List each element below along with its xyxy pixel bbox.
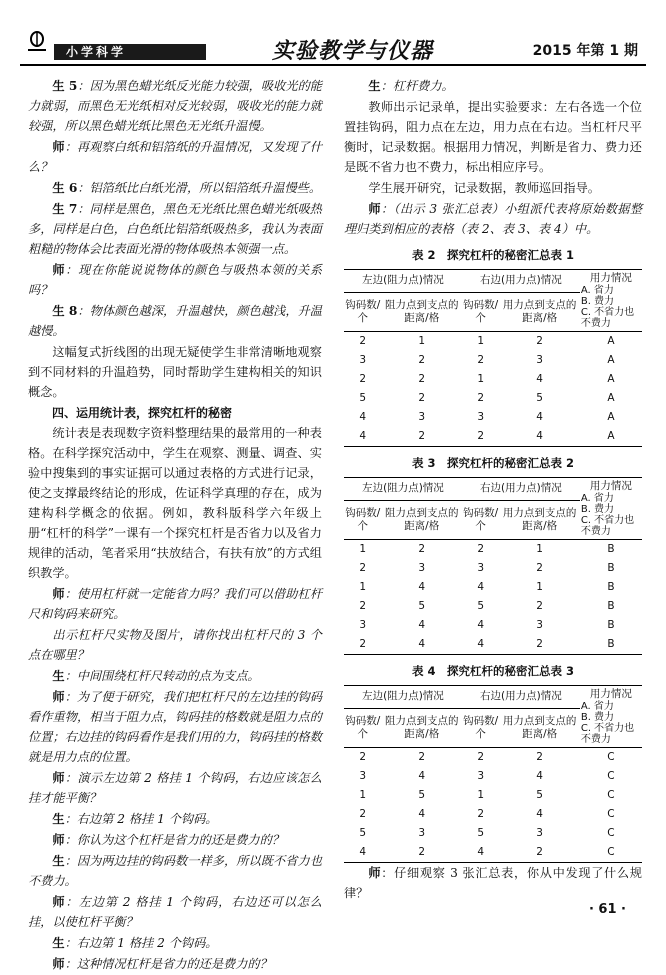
table-cell: C — [580, 843, 642, 863]
table-cell: 1 — [477, 335, 485, 347]
speaker-label: 生 — [52, 936, 65, 950]
table-row — [344, 332, 642, 352]
table-cell: 3 — [536, 827, 543, 839]
table-cell: 4 — [418, 770, 426, 782]
speaker-label: 生 8 — [52, 304, 78, 318]
table-cell: 4 — [536, 373, 543, 385]
table-cell: 4 — [477, 581, 485, 593]
speaker-label: 生 — [52, 669, 65, 683]
dialogue-line — [28, 178, 322, 198]
table-cell: 3 — [359, 354, 367, 366]
dialogue-line — [28, 260, 322, 300]
table-cell: 2 — [499, 843, 579, 863]
table-row — [344, 616, 642, 635]
force-header-cell — [580, 270, 642, 332]
table-cell: 4 — [359, 411, 367, 423]
paragraph-text: ：你认为这个杠杆是省力的还是费力的？ — [64, 833, 284, 847]
paragraph-text: 学生展开研究，记录数据，教师巡回指导。 — [368, 181, 600, 195]
left-count-header: 钩码数/个 — [344, 708, 382, 747]
table-cell: 5 — [359, 827, 367, 839]
table-cell: A — [607, 373, 615, 385]
speaker-label: 生 — [368, 79, 381, 93]
section-heading: 四、运用统计表，探究杠杆的秘密 — [52, 406, 233, 420]
lever-table — [344, 477, 642, 655]
table-caption: 表 3 探究杠杆的秘密汇总表 2 — [411, 456, 574, 470]
lever-table — [344, 269, 642, 447]
table-cell: 2 — [477, 354, 485, 366]
paragraph-text: ：因为黑色蜡光纸反光能力较强，吸收光的能力就弱，而黑色无光纸相对反光较弱，吸收光的能力就较强，所以黑色蜡光纸比黑色无光纸升温慢。 — [28, 79, 322, 133]
dialogue-line — [28, 584, 322, 624]
table-cell: A — [580, 427, 642, 447]
force-header-cell — [580, 478, 642, 540]
table-cell: 2 — [477, 751, 485, 763]
table-row — [344, 767, 642, 786]
paragraph-text: 出示杠杆尺实物及图片，请你找出杠杆尺的 3 个点在哪里？ — [28, 628, 322, 662]
paragraph-text: ：右边第 1 格挂 2 个钩码。 — [64, 936, 218, 950]
body-paragraph — [28, 342, 322, 402]
force-option: C. 不省力也不费力 — [580, 515, 635, 537]
table-cell: 2 — [462, 427, 500, 447]
table-row — [344, 748, 642, 768]
table-caption: 表 4 探究杠杆的秘密汇总表 3 — [411, 664, 574, 678]
force-group-header: 用力情况 — [589, 688, 632, 700]
force-group-header: 用力情况 — [589, 480, 632, 492]
table-cell: 3 — [536, 619, 543, 631]
table-cell: 2 — [418, 373, 426, 385]
dialogue-line — [28, 687, 322, 767]
table-cell: 1 — [536, 543, 543, 555]
table-cell: 4 — [382, 635, 462, 655]
left-column — [28, 76, 322, 975]
table-row — [344, 843, 642, 863]
speaker-label: 生 6 — [52, 181, 78, 195]
paragraph-text: ：使用杠杆就一定能省力吗？我们可以借助杠杆尺和钩码来研究。 — [28, 587, 323, 621]
speaker-label: 生 7 — [52, 202, 78, 216]
paragraph-text: ：（出示 3 张汇总表）小组派代表将原始数据整理归类到相应的表格（表 2、表 3、表 4）中。 — [344, 202, 643, 236]
paragraph-text: ：右边第 2 格挂 1 个钩码。 — [64, 812, 218, 826]
lamp-emblem-icon — [24, 30, 50, 52]
table-cell: 5 — [536, 392, 543, 404]
force-group-header: 用力情况 — [589, 272, 632, 284]
speaker-label: 师 — [52, 895, 66, 909]
table-cell: A — [607, 392, 615, 404]
paragraph-text: ：为了便于研究，我们把杠杆尺的左边挂的钩码看作重物，相当于阻力点，钩码挂的格数就是阻力点的位置；右边挂的钩码看作是我们用的力，钩码挂的格数就是用力点的位置。 — [28, 690, 323, 764]
table-row — [344, 635, 642, 655]
table-cell: 3 — [359, 619, 367, 631]
table-cell: 4 — [477, 619, 485, 631]
left-group-header: 左边(阻力点)情况 — [344, 478, 462, 501]
table-cell: 3 — [359, 770, 367, 782]
dialogue-line — [28, 851, 322, 891]
dialogue-line — [28, 830, 322, 850]
speaker-label: 师 — [52, 140, 65, 154]
left-distance-header: 阻力点到支点的距离/格 — [382, 500, 462, 539]
table-cell: 4 — [536, 411, 543, 423]
force-option: C. 不省力也不费力 — [580, 307, 635, 329]
paragraph-text: ：物体颜色越深，升温越快，颜色越浅，升温越慢。 — [28, 304, 322, 338]
table-row — [344, 824, 642, 843]
left-count-header: 钩码数/个 — [344, 292, 382, 331]
issue-label: 2015 年第 1 期 — [532, 43, 638, 59]
table-cell: C — [607, 789, 615, 801]
table-row — [344, 389, 642, 408]
paragraph-text: ：铝箔纸比白纸光滑，所以铝箔纸升温慢些。 — [77, 181, 322, 195]
table-cell: 3 — [477, 770, 485, 782]
table-cell: 2 — [536, 562, 543, 574]
table-cell: 1 — [477, 789, 485, 801]
body-paragraph — [344, 178, 642, 198]
table-cell: B — [607, 562, 615, 574]
page-number: · 61 · — [588, 902, 626, 917]
table-cell: 2 — [359, 335, 367, 347]
table-cell: 2 — [344, 635, 382, 655]
column-label: 小学科学 — [54, 44, 206, 60]
body-paragraph — [344, 97, 642, 177]
body-paragraph — [28, 423, 322, 583]
table-cell: 5 — [359, 392, 367, 404]
table-cell: 2 — [382, 843, 462, 863]
right-distance-header: 用力点到支点的距离/格 — [499, 500, 579, 539]
paragraph-text: ：左边第 2 格挂 1 个钩码，右边还可以怎么挂，以使杠杆平衡？ — [28, 895, 322, 929]
table-cell: 2 — [477, 808, 485, 820]
force-header-cell — [580, 686, 642, 748]
table-cell: 2 — [536, 751, 543, 763]
paragraph-text: ：演示左边第 2 格挂 1 个钩码，右边应该怎么挂才能平衡？ — [28, 771, 322, 805]
right-group-header: 右边(用力点)情况 — [462, 478, 580, 501]
left-group-header: 左边(阻力点)情况 — [344, 686, 462, 709]
paragraph-text: 统计表是表现数字资料整理结果的最常用的一种表格。在科学探究活动中，学生在观察、测量、调查、实验中搜集到的事实证据可以通过表格的方式进行记录，使之支撑最终结论的形成，佐证科学真理的存在，成为建构科学概念的依据。例如，教科版科学六年级上册“杠杆的科学”一课有一个探究杠杆是否省力以及省力规律的活动，笔者采用“扶放结合，有扶有放”的方式组织教学。 — [28, 426, 322, 580]
force-options — [581, 701, 641, 745]
force-option: B. 费力 — [580, 712, 615, 723]
table-row — [344, 578, 642, 597]
force-option: B. 费力 — [580, 296, 615, 307]
table-cell: 5 — [477, 600, 485, 612]
table-cell: A — [607, 335, 615, 347]
table-cell: 1 — [359, 543, 367, 555]
left-distance-header: 阻力点到支点的距离/格 — [382, 708, 462, 747]
table-caption: 表 2 探究杠杆的秘密汇总表 1 — [411, 248, 574, 262]
table-row — [344, 786, 642, 805]
paragraph-text: ：杠杆费力。 — [380, 79, 454, 93]
left-group-header: 左边(阻力点)情况 — [344, 270, 462, 293]
right-column — [344, 76, 642, 904]
table-cell: 4 — [462, 635, 500, 655]
right-group-header: 右边(用力点)情况 — [462, 686, 580, 709]
table-cell: 4 — [418, 619, 426, 631]
table-cell: 2 — [359, 373, 367, 385]
table-row — [344, 370, 642, 389]
dialogue-line — [28, 892, 322, 932]
table-cell: 3 — [418, 562, 426, 574]
table-cell: 2 — [536, 335, 543, 347]
right-count-header: 钩码数/个 — [462, 292, 500, 331]
force-options — [581, 285, 641, 329]
table-cell: 2 — [359, 600, 367, 612]
dialogue-line — [344, 76, 642, 96]
page-header — [0, 0, 666, 64]
table-cell: 3 — [418, 411, 426, 423]
paragraph-text: ：现在你能说说物体的颜色与吸热本领的关系吗？ — [28, 263, 323, 297]
force-option: A. 省力 — [580, 493, 614, 504]
table-cell: 2 — [499, 635, 579, 655]
table-cell: B — [607, 581, 615, 593]
table-cell: 1 — [359, 789, 367, 801]
paragraph-text: ：同样是黑色，黑色无光纸比黑色蜡光纸吸热多，同样是白色，白色纸比铝箔纸吸热多，我认为表面粗糙的物体会比表面光滑的物体吸热本领强一点。 — [28, 202, 322, 256]
body-paragraph — [28, 625, 322, 665]
right-distance-header: 用力点到支点的距离/格 — [499, 708, 579, 747]
table-cell: 2 — [418, 543, 426, 555]
table-cell: B — [580, 635, 642, 655]
table-row — [344, 597, 642, 616]
table-row — [344, 427, 642, 447]
table-cell: B — [607, 543, 615, 555]
table-row — [344, 351, 642, 370]
table-cell: 2 — [418, 392, 426, 404]
table-cell: 4 — [418, 808, 426, 820]
dialogue-line — [344, 199, 642, 239]
right-count-header: 钩码数/个 — [462, 500, 500, 539]
table-cell: C — [607, 751, 615, 763]
table-cell: 5 — [536, 789, 543, 801]
left-count-header: 钩码数/个 — [344, 500, 382, 539]
speaker-label: 生 — [52, 812, 65, 826]
table-cell: 1 — [536, 581, 543, 593]
table-cell: 4 — [536, 808, 543, 820]
right-count-header: 钩码数/个 — [462, 708, 500, 747]
speaker-label: 师 — [52, 263, 66, 277]
speaker-label: 生 5 — [52, 79, 78, 93]
table-cell: 2 — [359, 808, 367, 820]
paragraph-text: ：这种情况杠杆是省力的还是费力的？ — [64, 957, 272, 971]
table-cell: A — [607, 354, 615, 366]
table-cell: 2 — [477, 392, 485, 404]
table-cell: C — [607, 770, 615, 782]
paragraph-text: 这幅复式折线图的出现无疑使学生非常清晰地观察到不同材料的升温趋势，同时帮助学生建构相关的知识概念。 — [28, 345, 322, 399]
right-intro — [344, 76, 642, 239]
table-cell: 3 — [418, 827, 426, 839]
paragraph-text: ：再观察白纸和铝箔纸的升温情况，又发现了什么？ — [28, 140, 323, 174]
lever-table — [344, 685, 642, 863]
speaker-label: 师 — [52, 833, 65, 847]
table-cell: 4 — [344, 843, 382, 863]
dialogue-line — [28, 809, 322, 829]
dialogue-line — [28, 954, 322, 974]
table-cell: C — [607, 808, 615, 820]
right-group-header: 右边(用力点)情况 — [462, 270, 580, 293]
paragraph-text: 教师出示记录单，提出实验要求：左右各选一个位置挂钩码，阻力点在左边，用力点在右边。当杠杆尺平衡时，记录数据。根据用力情况，判断是省力、费力还是既不省力也不费力，标出相应序号。 — [344, 100, 642, 174]
table-cell: 5 — [418, 600, 426, 612]
table-cell: 3 — [477, 411, 485, 423]
table-cell: 2 — [418, 751, 426, 763]
right-distance-header: 用力点到支点的距离/格 — [499, 292, 579, 331]
table-cell: 2 — [359, 562, 367, 574]
table-cell: C — [607, 827, 615, 839]
speaker-label: 师 — [52, 957, 65, 971]
table-row — [344, 408, 642, 427]
table-cell: 1 — [359, 581, 367, 593]
speaker-label: 师 — [368, 202, 381, 216]
dialogue-line — [28, 768, 322, 808]
paragraph-text: ：因为两边挂的钩码数一样多，所以既不省力也不费力。 — [28, 854, 323, 888]
table-cell: A — [607, 411, 615, 423]
table-cell: 4 — [344, 427, 382, 447]
table-cell: B — [607, 600, 615, 612]
dialogue-line — [28, 933, 322, 953]
force-option: A. 省力 — [580, 285, 614, 296]
table-cell: 3 — [536, 354, 543, 366]
header-rule — [20, 64, 646, 66]
tables-area — [344, 245, 642, 863]
table-cell: B — [607, 619, 615, 631]
speaker-label: 师 — [52, 690, 65, 704]
dialogue-line — [28, 137, 322, 177]
journal-title: 实验教学与仪器 — [272, 38, 434, 64]
paragraph-text: ：中间围绕杠杆尺转动的点为支点。 — [64, 669, 260, 683]
dialogue-line — [28, 76, 322, 136]
table-cell: 3 — [477, 562, 485, 574]
table-cell: 2 — [536, 600, 543, 612]
speaker-label: 师 — [52, 771, 65, 785]
dialogue-line — [28, 666, 322, 686]
table-cell: 4 — [536, 770, 543, 782]
left-distance-header: 阻力点到支点的距离/格 — [382, 292, 462, 331]
table-cell: 2 — [477, 543, 485, 555]
table-cell: 5 — [477, 827, 485, 839]
closing-question: 师：仔细观察 3 张汇总表，你从中发现了什么规律？ — [344, 866, 642, 900]
table-row — [344, 559, 642, 578]
table-cell: 5 — [418, 789, 426, 801]
speaker-label: 生 — [52, 854, 65, 868]
force-option: A. 省力 — [580, 701, 614, 712]
dialogue-line — [28, 199, 322, 259]
table-cell: 2 — [382, 427, 462, 447]
force-option: C. 不省力也不费力 — [580, 723, 635, 745]
table-cell: 1 — [477, 373, 485, 385]
table-cell: 1 — [418, 335, 426, 347]
table-cell: 4 — [462, 843, 500, 863]
force-option: B. 费力 — [580, 504, 615, 515]
table-cell: 4 — [499, 427, 579, 447]
force-options — [581, 493, 641, 537]
table-cell: 2 — [359, 751, 367, 763]
table-row — [344, 805, 642, 824]
speaker-label: 师 — [52, 587, 65, 601]
table-cell: 4 — [418, 581, 426, 593]
table-row — [344, 540, 642, 560]
table-cell: 2 — [418, 354, 426, 366]
dialogue-line — [28, 301, 322, 341]
